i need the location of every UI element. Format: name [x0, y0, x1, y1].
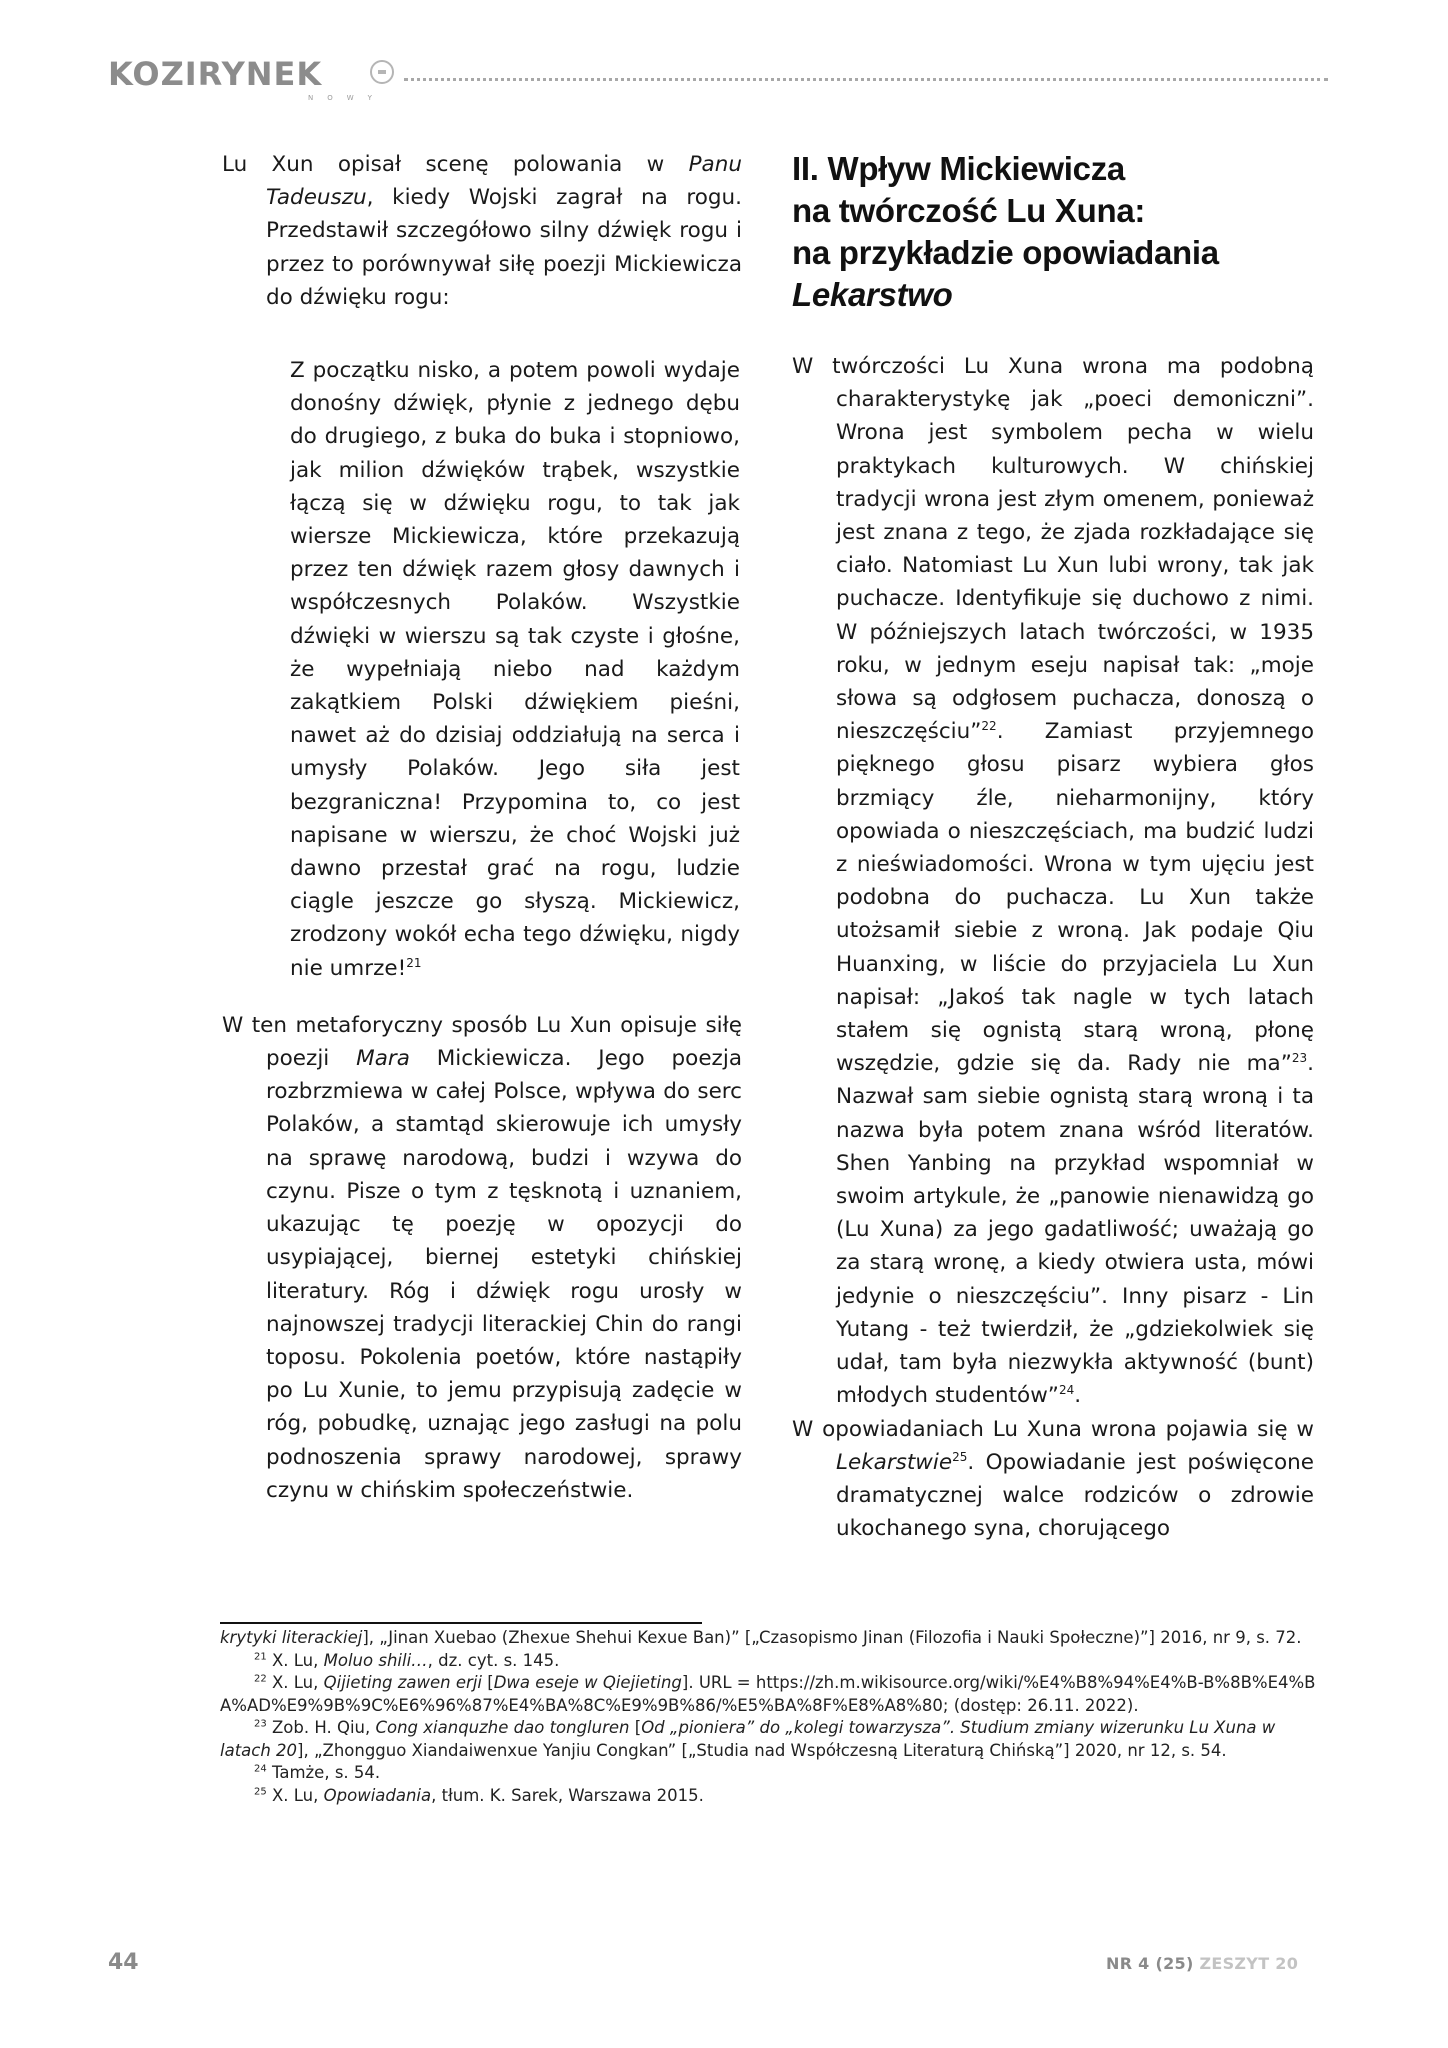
text: . [1074, 1383, 1082, 1409]
footnote-number: 23 [254, 1718, 267, 1730]
logo-emblem-icon [370, 60, 394, 84]
text: W opowiadaniach Lu Xuna wrona pojawia się w [792, 1416, 1314, 1442]
text: Tamże, s. 54. [271, 1763, 381, 1782]
left-column [222, 148, 742, 1507]
footnote-21 [220, 1650, 1320, 1673]
paragraph [792, 350, 1314, 1413]
footnote-ref[interactable]: 24 [1058, 1383, 1075, 1398]
text: W twórczości Lu Xuna wrona ma podobną charakterystykę jak „poeci demoniczni”. Wrona jest symbolem pecha w wielu praktykach kulturowych. W chińskiej tradycji wrona jest złym omenem, ponieważ jest znana z tego, że zjada rozkładające się ciało. Natomiast Lu Xun lubi wrony, tak jak puchacze. Identyfikuje się duchowo z nimi. W późniejszych latach twórczości, w 1935 roku, w jednym eseju napisał tak: „moje słowa są odgłosem puchacza, donoszą o nieszczęściu” [792, 354, 1314, 745]
text: W ten metaforyczny sposób Lu Xun opisuje siłę poezji [222, 1012, 742, 1072]
footnote-22 [220, 1672, 1320, 1717]
italic-text: Qijieting zawen erji [323, 1673, 482, 1692]
italic-text: Dwa eseje w Qiejieting [493, 1673, 682, 1692]
footnote-24 [220, 1762, 1320, 1785]
journal-logo-subtitle: NOWY [308, 94, 386, 102]
text: ], „Zhongguo Xiandaiwenxue Yanjiu Congkan” [„Studia nad Współczesną Literaturą Chińską”] 2020, nr 12, s. 54. [297, 1740, 1227, 1760]
text: Zob. H. Qiu, [271, 1718, 376, 1737]
heading-line-italic: Lekarstwo [792, 276, 953, 313]
journal-logo: KOZIRYNEK [108, 55, 323, 93]
text: . Nazwał sam siebie ognistą starą wroną i ta nazwa była potem znana wśród literatów. Shen Yanbing na przykład wspomniał w swoim artykule, że „panowie nienawidzą go (Lu Xuna) za jego gadatliwość; uważają go za starą wronę, a kiedy otwiera usta, mówi jedynie o nieszczęściu”. Inny pisarz - Lin Yutang - też twierdził, że „gdziekolwiek się udał, tam była niezwykła aktywność (bunt) młodych studentów” [836, 1051, 1314, 1409]
text: Lu Xun opisał scenę polowania w [222, 152, 689, 177]
footnote-number: 21 [254, 1651, 267, 1662]
text: Mickiewicza. Jego poezja rozbrzmiewa w całej Polsce, wpływa do serc Polaków, a stamtąd skierowuje ich umysły na sprawę narodową, budzi i wzywa do czynu. Pisze o tym z tęsknotą i uznaniem, ukazując tę poezję w opozycji do usypiającej, biernej estetyki chińskiej literatury. Róg i dźwięk rogu urosły w najnowszej tradycji literackiej Chin do rangi toposu. Pokolenia poetów, które nastąpiły po Lu Xunie, to jemu przypisują zadęcie w róg, pobudkę, uznając jego zasługi na polu podnoszenia sprawy narodowej, sprawy czynu w chińskim społeczeństwie. [266, 1046, 742, 1503]
heading-line: na twórczość Lu Xuna: [792, 192, 1146, 229]
footnote-separator [220, 1622, 702, 1624]
footnote-ref[interactable]: 23 [1291, 1051, 1308, 1066]
footnote-25 [220, 1785, 1320, 1808]
footnote-continuation [220, 1627, 1320, 1650]
footnote-ref[interactable]: 22 [981, 719, 997, 734]
text: [ [482, 1673, 494, 1692]
issue-label [1106, 1954, 1298, 1973]
text: [ [629, 1718, 642, 1737]
italic-text: krytyki literackiej [220, 1628, 363, 1647]
page-number: 44 [108, 1950, 139, 1975]
paragraph [792, 1413, 1314, 1546]
footnote-23 [220, 1717, 1320, 1762]
paragraph [222, 148, 742, 314]
block-quote [290, 354, 740, 985]
italic-text: Moluo shili… [323, 1650, 428, 1670]
text: X. Lu, [271, 1673, 324, 1692]
text: , dz. cyt. s. 145. [427, 1650, 560, 1670]
quote-text: Z początku nisko, a potem powoli wydaje donośny dźwięk, płynie z jednego dębu do drugiego, z buka do buka i stopniowo, jak milion dźwięków trąbek, wszystkie łączą się w dźwięku rogu, to tak jak wiersze Mickiewicza, które przekazują przez ten dźwięk razem głosy dawnych i współczesnych Polaków. Wszystkie dźwięki w wierszu są tak czyste i głośne, że wypełniają niebo nad każdym zakątkiem Polski dźwiękiem pieśni, nawet aż do dzisiaj oddziałują na serca i umysły Polaków. Jego siła jest bezgraniczna! Przypomina to, co jest napisane w wierszu, że choć Wojski już dawno przestał grać na rogu, ludzie ciągle jeszcze go słyszą. Mickiewicz, zrodzony wokół echa tego dźwięku, nigdy nie umrze! [290, 358, 740, 981]
heading-line: II. Wpływ Mickiewicza [792, 150, 1125, 187]
heading-line: na przykładzie opowiadania [792, 234, 1219, 271]
text: , tłum. K. Sarek, Warszawa 2015. [431, 1785, 704, 1805]
italic-text: Opowiadania [323, 1785, 432, 1805]
text: ], „Jinan Xuebao (Zhexue Shehui Kexue Ban)” [„Czasopismo Jinan (Filozofia i Nauki Społeczne)”] 2016, nr 9, s. 72. [362, 1628, 1302, 1647]
footnote-ref[interactable]: 25 [952, 1449, 968, 1464]
masthead [108, 56, 1328, 106]
text: X. Lu, [271, 1785, 324, 1805]
header-dotted-rule [404, 78, 1328, 81]
paragraph [222, 1009, 742, 1507]
text: . Opowiadanie jest poświęcone dramatycznej walce rodziców o zdrowie ukochanego syna, chorującego [836, 1449, 1314, 1542]
right-column [792, 148, 1314, 1545]
italic-title: Mara [356, 1046, 410, 1072]
issue-zeszyt: ZESZYT 20 [1199, 1954, 1299, 1973]
text: X. Lu, [271, 1650, 324, 1670]
footnote-url-text[interactable]: ]. URL = https://zh.m.wikisource.org/wiki/%E4%B8%94%E4%B-B%8B%E4%BA%AD%E9%9B%9C%E6%96%87%E4%BA%8C%E9%9B%86/%E5%BA%8F%E8%A8%80; (dostęp: 26.11. 2022). [220, 1673, 1316, 1715]
footnote-ref[interactable]: 21 [406, 955, 422, 970]
text: . Zamiast przyjemnego pięknego głosu pisarz wybiera głos brzmiący źle, nieharmonijny, który opowiada o nieszczęściach, ma budzić ludzi z nieświadomości. Wrona w tym ujęciu jest podobna do puchacza. Lu Xun także utożsamił siebie z wroną. Jak podaje Qiu Huanxing, w liście do przyjaciela Lu Xun napisał: „Jakoś tak nagle w tych latach stałem się ognistą starą wroną, płonę wszędzie, gdzie się da. Rady nie ma” [836, 719, 1314, 1077]
footnote-number: 22 [254, 1673, 267, 1685]
italic-title: Panu Tadeuszu [266, 152, 742, 211]
footnotes [220, 1627, 1320, 1807]
footnote-number: 25 [254, 1786, 267, 1797]
text: , kiedy Wojski zagrał na rogu. Przedstawił szczegółowo silny dźwięk rogu i przez to porównywał siłę poezji Mickiewicza do dźwięku rogu: [266, 185, 742, 310]
section-heading [792, 148, 1314, 316]
issue-number: NR 4 (25) [1106, 1954, 1194, 1973]
italic-title: Lekarstwie [836, 1449, 953, 1475]
italic-text: Od „pioniera” do „kolegi towarzysza”. Studium zmiany wizerunku Lu Xuna w latach 20 [220, 1718, 1276, 1760]
italic-text: Cong xianquzhe dao tongluren [375, 1718, 630, 1737]
footnote-number: 24 [254, 1763, 267, 1775]
